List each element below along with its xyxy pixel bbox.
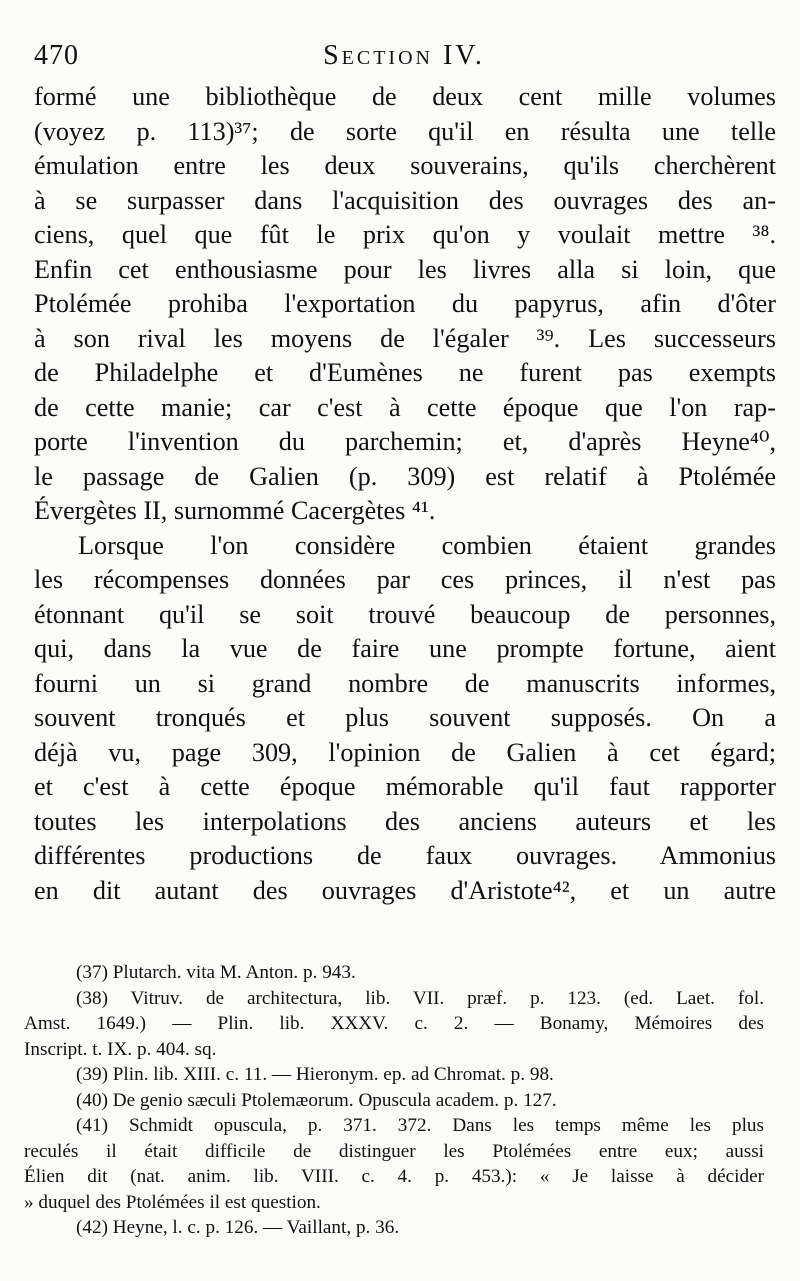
- body-line: Évergètes II, surnommé Cacergètes ⁴¹.: [34, 496, 436, 525]
- body-line: émulation entre les deux souverains, qu'ils cherchèrent: [34, 151, 776, 180]
- body-line: les récompenses données par ces princes, il n'est pas: [34, 565, 776, 594]
- body-line: à son rival les moyens de l'égaler ³⁹. Les successeurs: [34, 323, 776, 353]
- footnote-41-cont: Élien dit (nat. anim. lib. VIII. c. 4. p. 453.): « Je laisse à décider: [24, 1166, 764, 1187]
- footnote-39: (39) Plin. lib. XIII. c. 11. — Hieronym. ep. ad Chromat. p. 98.: [76, 1064, 554, 1085]
- body-line: (voyez p. 113)³⁷; de sorte qu'il en résulta une telle: [34, 116, 776, 146]
- page-number: 470: [34, 40, 79, 71]
- body-line: Enfin cet enthousiasme pour les livres alla si loin, que: [34, 254, 776, 284]
- footnote-41-cont: reculés il était difficile de distinguer les Ptolémées entre eux; aussi: [24, 1140, 764, 1162]
- footnote-38-cont: Amst. 1649.) — Plin. lib. XXXV. c. 2. — Bonamy, Mémoires des: [24, 1013, 764, 1034]
- running-head: Section IV.: [323, 40, 485, 71]
- body-line: Ptolémée prohiba l'exportation du papyrus, afin d'ôter: [34, 289, 776, 318]
- body-line: en dit autant des ouvrages d'Aristote⁴², et un autre: [34, 875, 776, 905]
- body-line: toutes les interpolations des anciens auteurs et les: [34, 806, 776, 836]
- footnote-42: (42) Heyne, l. c. p. 126. — Vaillant, p. 36.: [76, 1217, 400, 1238]
- footnotes: [24, 960, 764, 1241]
- body-line: qui, dans la vue de faire une prompte fortune, aient: [34, 634, 776, 663]
- body-line: Lorsque l'on considère combien étaient grandes: [78, 530, 776, 560]
- body-line: différentes productions de faux ouvrages. Ammonius: [34, 841, 776, 870]
- body-line: ciens, quel que fût le prix qu'on y voulait mettre ³⁸.: [34, 220, 776, 249]
- body-line: le passage de Galien (p. 309) est relatif à Ptolémée: [34, 461, 776, 491]
- body-line: de Philadelphe et d'Eumènes ne furent pas exempts: [34, 358, 776, 387]
- body-text: [34, 80, 776, 908]
- body-line: souvent tronqués et plus souvent supposés. On a: [34, 703, 776, 732]
- footnote-38-cont: Inscript. t. IX. p. 404. sq.: [24, 1038, 217, 1060]
- body-line: porte l'invention du parchemin; et, d'après Heyne⁴⁰,: [34, 427, 776, 456]
- footnote-38: (38) Vitruv. de architectura, lib. VII. præf. p. 123. (ed. Laet. fol.: [76, 987, 764, 1009]
- body-line: déjà vu, page 309, l'opinion de Galien à cet égard;: [34, 737, 776, 767]
- footnote-41: (41) Schmidt opuscula, p. 371. 372. Dans les temps même les plus: [76, 1115, 764, 1136]
- footnote-37: (37) Plutarch. vita M. Anton. p. 943.: [76, 962, 356, 983]
- body-line: fourni un si grand nombre de manuscrits informes,: [34, 668, 776, 698]
- body-line: de cette manie; car c'est à cette époque que l'on rap-: [34, 392, 776, 422]
- body-line: et c'est à cette époque mémorable qu'il faut rapporter: [34, 772, 776, 801]
- footnote-40: (40) De genio sæculi Ptolemæorum. Opuscula academ. p. 127.: [76, 1089, 557, 1111]
- footnote-41-cont: » duquel des Ptolémées il est question.: [24, 1191, 321, 1213]
- body-line: formé une bibliothèque de deux cent mille volumes: [34, 82, 776, 111]
- body-line: étonnant qu'il se soit trouvé beaucoup de personnes,: [34, 599, 776, 629]
- page-header: [34, 36, 774, 76]
- body-line: à se surpasser dans l'acquisition des ouvrages des an-: [34, 185, 776, 215]
